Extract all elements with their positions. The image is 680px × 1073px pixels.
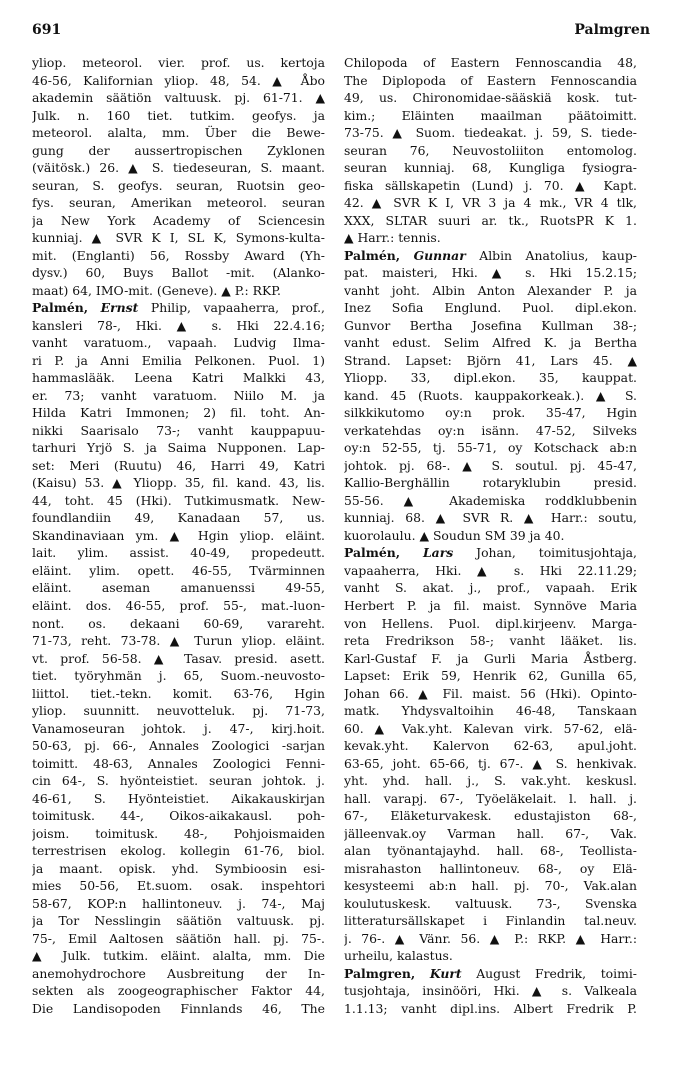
text-line: 42. ▲ SVR K I, VR 3 ja 4 mk., VR 4 tlk, <box>344 195 637 211</box>
text-line: maat) 64, IMO-mit. (Geneve). ▲ P.: RKP. <box>32 282 281 298</box>
text-line: 75-, Emil Aaltosen säätiön hall. pj. 75-. <box>32 930 325 946</box>
text-line: von Hellens. Puol. dipl.kirjeenv. Marga- <box>344 615 637 631</box>
text-line: yht. yhd. hall. j., S. vak.yht. keskusl. <box>344 773 637 789</box>
text-line: tusjohtaja, insinööri, Hki. ▲ s. Valkeala <box>344 983 637 999</box>
text-line: eläint. aseman amanuenssi 49-55, <box>32 580 325 596</box>
text-line: mies 50-56, Et.suom. osak. inspehtori <box>32 878 325 894</box>
text-line: Julk. n. 160 tiet. tutkim. geofys. ja <box>32 107 325 123</box>
text-line: vanht edust. Selim Alfred K. ja Bertha <box>344 335 637 351</box>
text-line: reta Fredrikson 58-; vanht lääket. lis. <box>344 633 637 649</box>
text-line: 71-73, reht. 73-78. ▲ Turun yliop. eläint. <box>32 633 325 649</box>
text-line: meteorol. alalta, mm. Über die Bewe- <box>32 125 325 141</box>
text-line: kand. 45 (Ruots. kauppakorkeak.). ▲ S. <box>344 387 637 403</box>
text-line: liittol. tiet.-tekn. komit. 63-76, Hgin <box>32 685 325 701</box>
text-line: ▲ Harr.: tennis. <box>344 230 441 246</box>
text-line: 67-, Eläketurvakesk. edustajiston 68-, <box>344 808 637 824</box>
text-line: vanht varatuom., vapaah. Ludvig Ilma- <box>32 335 325 351</box>
text-line: 60. ▲ Vak.yht. Kalevan virk. 57-62, elä- <box>344 720 637 736</box>
text-line: mit. (Englanti) 56, Rossby Award (Yh- <box>32 247 325 263</box>
text-line: silkkikutomo oy:n prok. 35-47, Hgin <box>344 405 637 421</box>
text-line: misrahaston hallintoneuv. 68-, oy Elä- <box>344 860 637 876</box>
text-line: Lapset: Erik 59, Henrik 62, Gunilla 65, <box>344 668 637 684</box>
entry-heading-line: Palmgren, Kurt August Fredrik, toimi- <box>344 965 637 981</box>
text-line: fiska sällskapetin (Lund) j. 70. ▲ Kapt. <box>344 177 637 193</box>
text-line: seuran kunniaj. 68, Kungliga fysiogra- <box>344 160 637 176</box>
text-line: XXX, SLTAR suuri ar. tk., RuotsPR K 1. <box>344 212 637 228</box>
text-line: Die Landisopoden Finnlands 46, The <box>32 1000 325 1016</box>
text-line: eläint. ylim. opett. 46-55, Tvärminnen <box>32 562 325 578</box>
text-line: 49, us. Chironomidae-sääskiä kosk. tut- <box>344 90 637 106</box>
text-line: 55-56. ▲ Akademiska roddklubbenin <box>344 492 637 508</box>
text-line: Chilopoda of Eastern Fennoscandia 48, <box>344 55 637 70</box>
text-line: 46-56, Kalifornian yliop. 48, 54. ▲ Åbo <box>32 72 325 88</box>
text-line: fys. seuran, Amerikan meteorol. seuran <box>32 195 325 211</box>
text-line: dysv.) 60, Buys Ballot -mit. (Alanko- <box>32 265 325 281</box>
text-line: vanht joht. Albin Anton Alexander P. ja <box>344 282 637 298</box>
text-line: Kallio-Berghällin rotaryklubin presid. <box>344 475 637 491</box>
text-line: ri P. ja Anni Emilia Pelkonen. Puol. 1) <box>32 352 325 368</box>
right-column <box>344 54 637 1017</box>
text-line: tiet. työryhmän j. 65, Suom.-neuvosto- <box>32 668 325 684</box>
text-line: nikki Saarisalo 73-; vanht kauppapuu- <box>32 422 325 438</box>
entry-heading-line: Palmén, Ernst Philip, vapaaherra, prof., <box>32 300 325 316</box>
text-line: Gunvor Bertha Josefina Kullman 38-; <box>344 317 637 333</box>
page-number: 691 <box>32 22 62 38</box>
text-line: vapaaherra, Hki. ▲ s. Hki 22.11.29; <box>344 562 637 578</box>
text-line: terrestrisen ekolog. kollegin 61-76, biol. <box>32 843 325 859</box>
left-column <box>32 54 325 1017</box>
text-line: (väitösk.) 26. ▲ S. tiedeseuran, S. maant. <box>32 160 325 176</box>
text-line: cin 64-, S. hyönteistiet. seuran johtok. j. <box>32 773 325 789</box>
text-line: ja Tor Nesslingin säätiön valtuusk. pj. <box>32 913 325 929</box>
text-line: Hilda Katri Immonen; 2) fil. toht. An- <box>32 405 325 421</box>
text-line: anemohydrochore Ausbreitung der In- <box>32 965 325 981</box>
text-line: Yliopp. 33, dipl.ekon. 35, kauppat. <box>344 370 637 386</box>
text-line: vanht S. akat. j., prof., vapaah. Erik <box>344 580 637 596</box>
text-line: kesysteemi ab:n hall. pj. 70-, Vak.alan <box>344 878 637 894</box>
text-line: toimitusk. 44-, Oikos-aikakausl. poh- <box>32 808 325 824</box>
text-line: er. 73; vanht varatuom. Niilo M. ja <box>32 387 325 403</box>
text-line: 1.1.13; vanht dipl.ins. Albert Fredrik P. <box>344 1000 637 1016</box>
text-line: kuorolaulu. ▲ Soudun SM 39 ja 40. <box>344 527 565 543</box>
entry-heading-line: Palmén, Lars Johan, toimitusjohtaja, <box>344 545 637 561</box>
text-line: (Kaisu) 53. ▲ Yliopp. 35, fil. kand. 43, lis. <box>32 475 325 491</box>
text-line: seuran 76, Neuvostoliiton entomolog. <box>344 142 637 158</box>
text-line: 44, toht. 45 (Hki). Tutkimusmatk. New- <box>32 492 325 508</box>
text-line: hall. varapj. 67-, Työeläkelait. l. hall. j. <box>344 790 637 806</box>
running-head: Palmgren <box>574 22 650 38</box>
entry-heading-line: Palmén, Gunnar Albin Anatolius, kaup- <box>344 247 637 263</box>
text-line: joism. toimitusk. 48-, Pohjoismaiden <box>32 825 325 841</box>
text-line: vt. prof. 56-58. ▲ Tasav. presid. asett. <box>32 650 325 666</box>
text-line: ▲ Julk. tutkim. eläint. alalta, mm. Die <box>32 948 325 964</box>
text-line: j. 76-. ▲ Vänr. 56. ▲ P.: RKP. ▲ Harr.: <box>344 930 637 946</box>
text-line: tarhuri Yrjö S. ja Saima Nupponen. Lap- <box>32 440 325 456</box>
text-line: seuran, S. geofys. seuran, Ruotsin geo- <box>32 177 325 193</box>
text-line: kevak.yht. Kalervon 62-63, apul.joht. <box>344 738 637 754</box>
text-line: 50-63, pj. 66-, Annales Zoologici -sarjan <box>32 738 325 754</box>
text-line: set: Meri (Ruutu) 46, Harri 49, Katri <box>32 457 325 473</box>
text-line: 73-75. ▲ Suom. tiedeakat. j. 59, S. tiede- <box>344 125 637 141</box>
text-line: kim.; Eläinten maailman päätoimitt. <box>344 107 637 123</box>
text-line: Herbert P. ja fil. maist. Synnöve Maria <box>344 597 637 613</box>
text-line: Skandinaviaan ym. ▲ Hgin yliop. eläint. <box>32 527 325 543</box>
text-line: yliop. suunnitt. neuvotteluk. pj. 71-73, <box>32 703 325 719</box>
text-line: The Diplopoda of Eastern Fennoscandia <box>344 72 637 88</box>
text-line: Vanamoseuran johtok. j. 47-, kirj.hoit. <box>32 720 325 736</box>
text-line: pat. maisteri, Hki. ▲ s. Hki 15.2.15; <box>344 265 637 281</box>
text-line: verkatehdas oy:n isänn. 47-52, Silveks <box>344 422 637 438</box>
text-line: kunniaj. 68. ▲ SVR R. ▲ Harr.: soutu, <box>344 510 637 526</box>
text-line: 58-67, KOP:n hallintoneuv. j. 74-, Maj <box>32 895 325 911</box>
text-line: akademin säätiön valtuusk. pj. 61-71. ▲ <box>32 90 325 106</box>
text-line: kunniaj. ▲ SVR K I, SL K, Symons-kulta- <box>32 230 325 246</box>
text-line: koulutuskesk. valtuusk. 73-, Svenska <box>344 895 637 911</box>
text-line: nont. os. dekaani 60-69, varareht. <box>32 615 325 631</box>
text-line: eläint. dos. 46-55, prof. 55-, mat.-luon- <box>32 597 325 613</box>
text-line: yliop. meteorol. vier. prof. us. kertoja <box>32 55 325 70</box>
text-line: ja maant. opisk. yhd. Symbioosin esi- <box>32 860 325 876</box>
text-line: matk. Yhdysvaltoihin 46-48, Tanskaan <box>344 703 637 719</box>
text-line: litteratursällskapet i Finlandin tal.neuv. <box>344 913 637 929</box>
text-line: ja New York Academy of Sciencesin <box>32 212 325 228</box>
text-line: oy:n 52-55, tj. 55-71, oy Kotschack ab:n <box>344 440 637 456</box>
text-line: alan työnantajayhd. hall. 68-, Teollista- <box>344 843 637 859</box>
text-line: urheilu, kalastus. <box>344 948 453 964</box>
text-line: johtok. pj. 68-. ▲ S. soutul. pj. 45-47, <box>344 457 637 473</box>
text-line: gung der aussertropischen Zyklonen <box>32 142 325 158</box>
text-line: toimitt. 48-63, Annales Zoologici Fenni- <box>32 755 325 771</box>
text-line: sekten als zoogeographischer Faktor 44, <box>32 983 325 999</box>
text-line: 46-61, S. Hyönteistiet. Aikakauskirjan <box>32 790 325 806</box>
text-line: Inez Sofia Englund. Puol. dipl.ekon. <box>344 300 637 316</box>
text-line: foundlandiin 49, Kanadaan 57, us. <box>32 510 325 526</box>
text-line: 63-65, joht. 65-66, tj. 67-. ▲ S. henkivak. <box>344 755 637 771</box>
text-line: hammaslääk. Leena Katri Malkki 43, <box>32 370 325 386</box>
page-header <box>32 22 650 42</box>
text-line: Karl-Gustaf F. ja Gurli Maria Åstberg. <box>344 650 637 666</box>
text-line: Strand. Lapset: Björn 41, Lars 45. ▲ <box>344 352 637 368</box>
text-line: lait. ylim. assist. 40-49, propedeutt. <box>32 545 325 561</box>
text-line: Johan 66. ▲ Fil. maist. 56 (Hki). Opinto- <box>344 685 637 701</box>
text-line: jälleenvak.oy Varman hall. 67-, Vak. <box>344 825 637 841</box>
text-line: kansleri 78-, Hki. ▲ s. Hki 22.4.16; <box>32 317 325 333</box>
